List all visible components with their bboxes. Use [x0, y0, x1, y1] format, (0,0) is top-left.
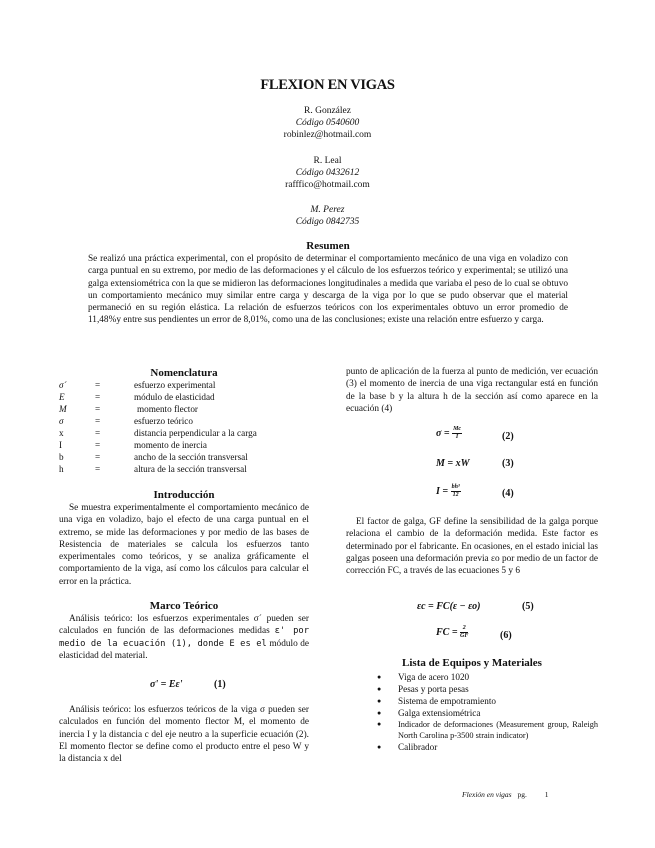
equation-3-number: (3) — [502, 458, 514, 469]
abstract-section — [88, 240, 568, 327]
theory-paragraph-2: Análisis teórico: los esfuerzos teóricos de la viga σ pueden ser calculados en función del momento flector M, el momento de inercia I y la distancia c del eje neutro a la superficie ecuación (2). El momento flector se define como el producto entre el peso W y la distancia x del — [59, 705, 309, 765]
theory-p1-mono: ε' por medio de la ecuación (1), donde E es el — [59, 626, 309, 649]
equation-6-number: (6) — [500, 630, 512, 641]
equipment-item: ● Pesas y porta pesas — [373, 683, 598, 695]
nom-equals: = — [95, 440, 101, 450]
intro-section — [59, 489, 309, 588]
nom-symbol: h — [59, 464, 64, 474]
equation-4 — [436, 484, 461, 499]
nom-symbol: σ´ — [59, 380, 67, 390]
nom-desc: momento de inercia — [134, 440, 207, 450]
eq2-denominator: I — [455, 434, 459, 440]
equation-3: M = xW — [436, 458, 470, 469]
author-block-1 — [0, 105, 655, 141]
author-code: Código 0842735 — [295, 217, 360, 227]
nom-symbol: x — [59, 428, 64, 438]
nom-desc: módulo de elasticidad — [134, 392, 215, 402]
intro-heading: Introducción — [153, 489, 215, 501]
nom-equals: = — [95, 380, 101, 390]
page-number: 1 — [544, 790, 549, 799]
equation-1: σ' = Eε' — [150, 679, 183, 690]
eq4-numerator: bh³ — [451, 484, 460, 490]
equation-5-number: (5) — [522, 601, 534, 612]
nomenclature-heading-wrap — [59, 367, 309, 379]
nom-desc: altura de la sección transversal — [134, 464, 247, 474]
nom-symbol: E — [59, 392, 65, 402]
footer-pg: pg. — [517, 790, 527, 799]
eq2-numerator: Mc — [453, 426, 462, 432]
eq4-fraction — [451, 484, 461, 499]
abstract-heading: Resumen — [306, 240, 350, 252]
nom-desc: ancho de la sección transversal — [134, 452, 248, 462]
nom-equals: = — [95, 452, 101, 462]
nom-desc: esfuerzo teórico — [134, 416, 193, 426]
theory-section — [59, 600, 309, 662]
eq4-denominator: 12 — [452, 492, 459, 498]
author-email: robinlez@hotmail.com — [283, 130, 372, 140]
equation-4-number: (4) — [502, 488, 514, 499]
abstract-text: Se realizó una práctica experimental, con el propósito de determinar el comportamiento mecánico de una viga en voladizo con carga puntual en su extremo, por medio de las deformaciones y el cálculo de los esfuerzos teórico y experimental; se utilizó una galga extensiométrica con la que se midieron las deformaciones longitudinales a medida que variaba el peso de lo cual se obtuvo un comportamiento mecánico muy similar entre carga y descarga de la viga por lo que se pudo observar que el material permaneció en su región elástica. La relación de esfuerzos teóricos con los experimentales obtuvo un error promedio de 11,48%y entre sus pendientes un error de 8,01%, como una de las conclusiones; existe una relación entre esfuerzo y carga. — [88, 254, 568, 326]
theory-p1-a: Análisis teórico: los esfuerzos experimentales σ´ pueden ser calculados en función de las deformaciones medidas — [59, 614, 309, 637]
nom-symbol: b — [59, 452, 64, 462]
eq6-denominator: GF — [460, 633, 469, 639]
right-paragraph-1: punto de aplicación de la fuerza al punto de medición, ver ecuación (3) el momento de inercia de una viga rectangular está en función de la base b y la altura h de la sección así como aparece en la ecuación (4) — [346, 367, 598, 414]
author-code: Código 0540600 — [295, 118, 360, 128]
nom-desc: distancia perpendicular a la carga — [134, 428, 257, 438]
equation-2-number: (2) — [502, 431, 514, 442]
author-block-2 — [0, 155, 655, 191]
footer-title: Flexión en vigas — [462, 790, 512, 799]
nom-equals: = — [95, 392, 101, 402]
theory-p1-b: módulo de elasticidad del material. — [59, 638, 309, 661]
nom-desc: momento flector — [137, 404, 198, 414]
author-name: M. Perez — [310, 205, 345, 215]
right-paragraph-2: El factor de galga, GF define la sensibilidad de la galga porque relaciona el cambio de la deformación medida. Este factor es determinado por el fabricante. En ocasiones, en el estado inicial las galgas poseen una deformación previa εo por medio de un factor de corrección FC, a través de las ecuaciones 5 y 6 — [346, 517, 598, 577]
eq6-lhs: FC = — [436, 626, 458, 638]
equipment-item: ● Viga de acero 1020 — [373, 671, 598, 683]
nom-symbol: I — [59, 440, 63, 450]
nomenclature-heading: Nomenclatura — [150, 367, 218, 379]
nom-equals: = — [95, 428, 101, 438]
equation-5: εc = FC(ε − εo) — [417, 601, 481, 612]
equation-6 — [436, 625, 468, 640]
theory-paragraph-1 — [59, 613, 309, 662]
paper-title: FLEXION EN VIGAS — [260, 77, 395, 93]
nom-symbol: σ — [59, 416, 64, 426]
eq2-lhs: σ = — [436, 427, 450, 439]
author-name: R. González — [304, 106, 351, 116]
eq2-fraction — [452, 426, 462, 441]
equation-2 — [436, 426, 462, 441]
intro-text: Se muestra experimentalmente el comportamiento mecánico de una viga en voladizo, bajo el efecto de una carga puntual en el extremo, se mide las deformaciones y por medio de las bases de Resistencia de materiales se calcula los esfuerzos tanto experimentales como teóricos, y se analiza gráficamente el comportamiento de la viga, así como los cálculos para calcular el error en la práctica. — [59, 503, 309, 587]
equipment-item: ● Calibrador — [373, 741, 598, 753]
eq4-lhs: I = — [436, 485, 449, 497]
nom-equals: = — [95, 404, 101, 414]
eq6-fraction — [460, 625, 468, 640]
page-footer — [462, 790, 548, 799]
author-block-3 — [0, 204, 655, 228]
author-code: Código 0432612 — [295, 168, 360, 178]
nom-symbol: M — [59, 404, 67, 414]
author-email: rafffico@hotmail.com — [285, 180, 370, 190]
nom-equals: = — [95, 464, 101, 474]
equipment-section — [346, 657, 598, 753]
equipment-item: ● Galga extensiométrica — [373, 707, 598, 719]
equipment-item: ● Indicador de deformaciones (Measurement group, Raleigh North Carolina p-3500 strain indicator) — [373, 719, 598, 741]
nom-equals: = — [95, 416, 101, 426]
nom-desc: esfuerzo experimental — [134, 380, 216, 390]
equipment-item: ● Sistema de empotramiento — [373, 695, 598, 707]
eq6-numerator: 2 — [460, 625, 468, 633]
equation-1-number: (1) — [214, 679, 226, 690]
equipment-list — [373, 671, 598, 753]
equipment-heading: Lista de Equipos y Materiales — [402, 657, 542, 669]
theory-heading: Marco Teórico — [149, 600, 219, 612]
author-name: R. Leal — [313, 156, 342, 166]
